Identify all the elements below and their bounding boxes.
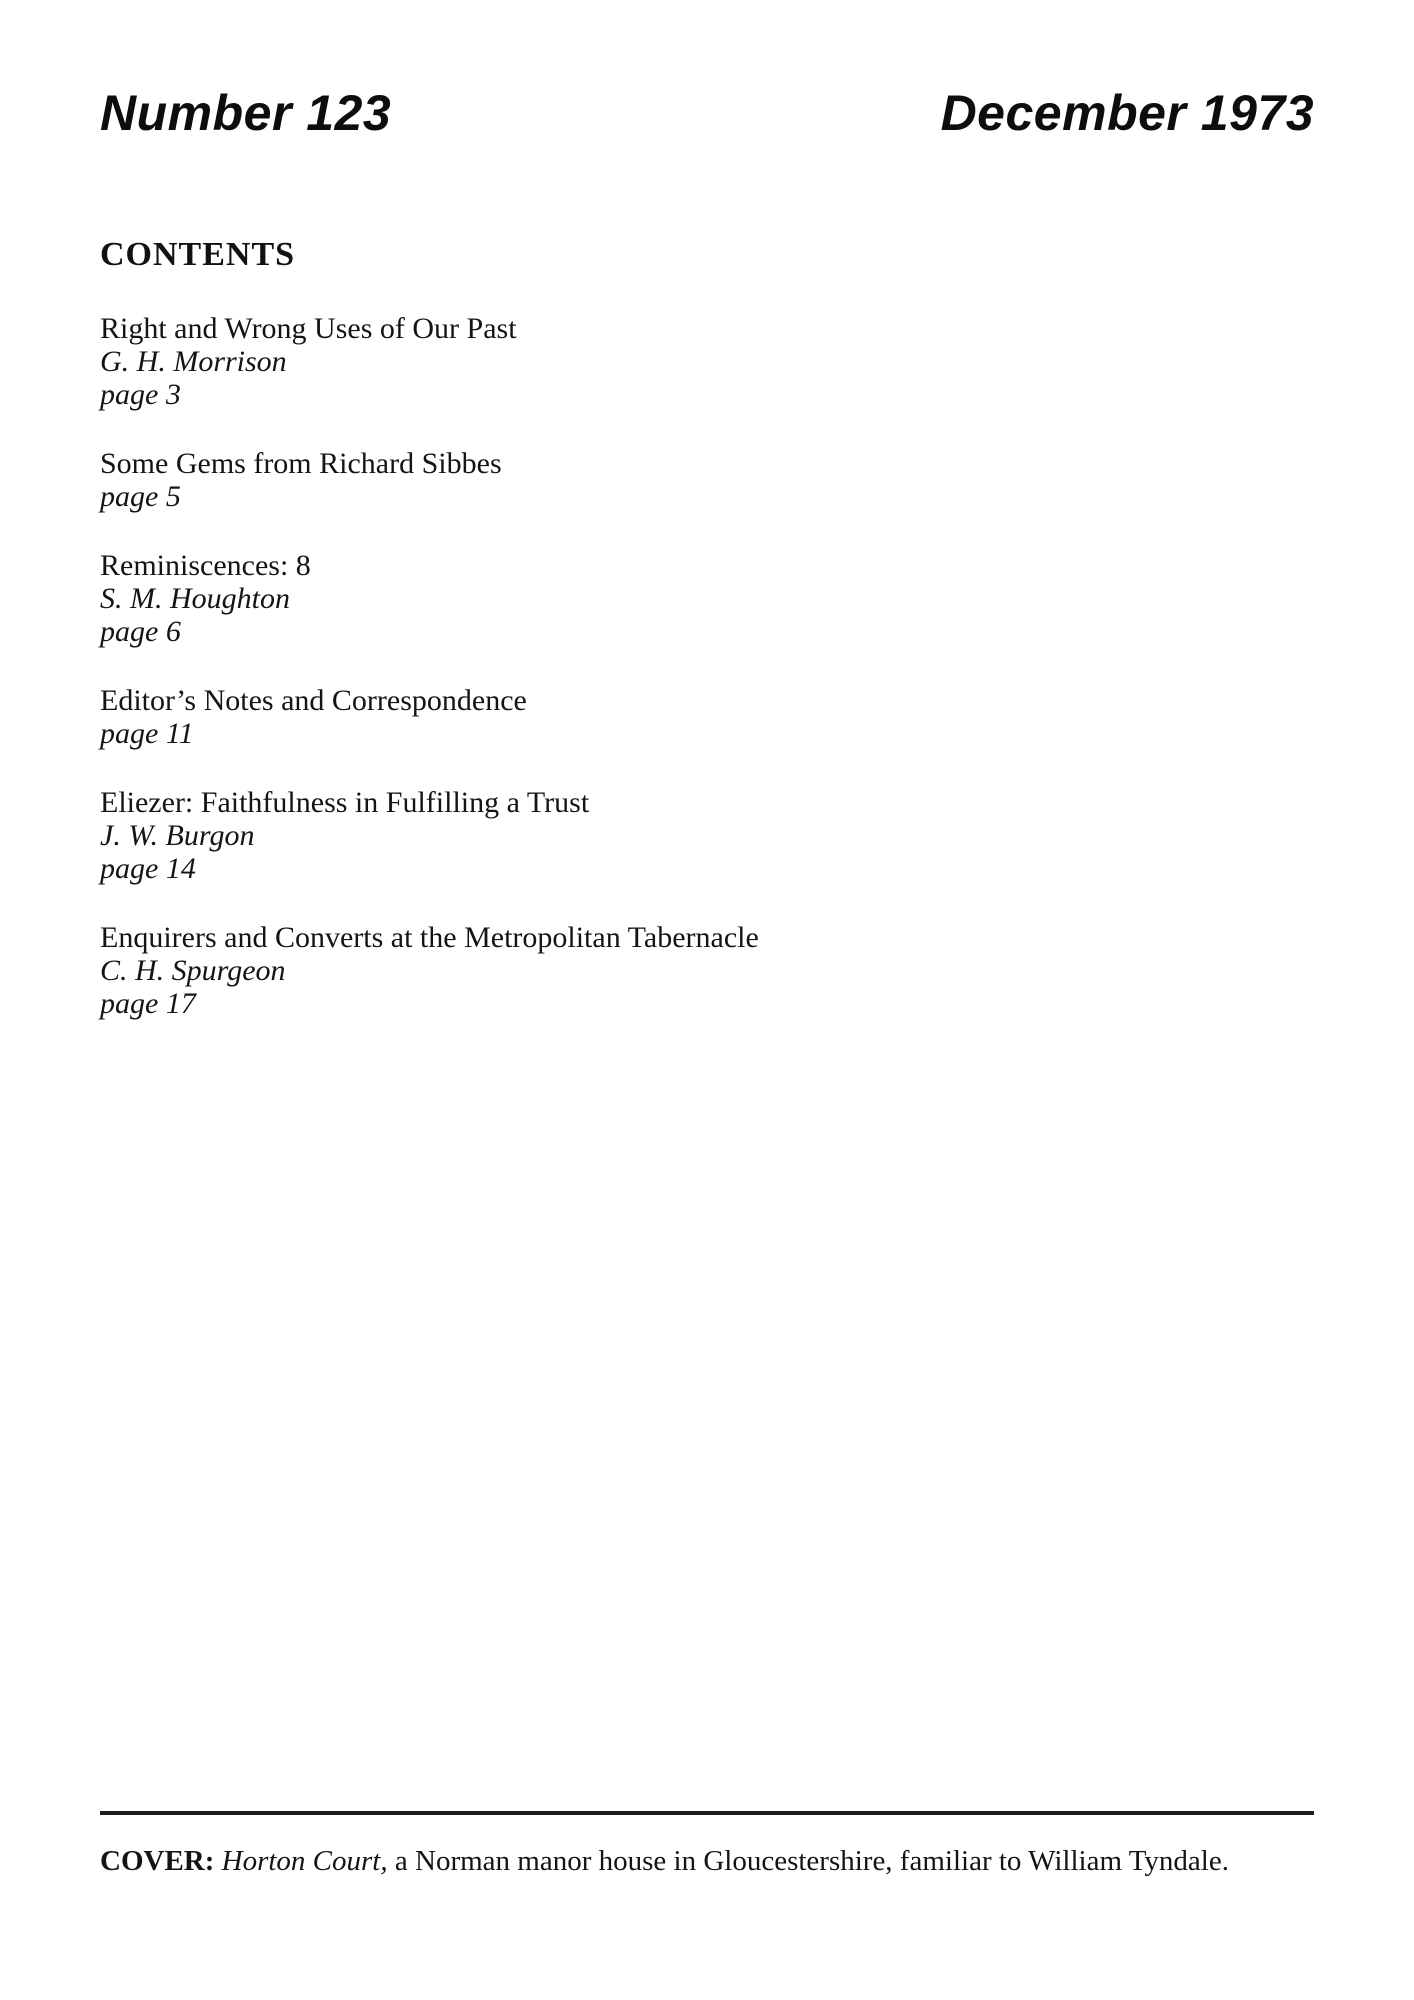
contents-entry — [100, 786, 1314, 885]
contents-entry — [100, 684, 1314, 750]
entry-title: Reminiscences: 8 — [100, 549, 311, 582]
contents-entry — [100, 447, 1314, 513]
entry-author: G. H. Morrison — [100, 345, 287, 378]
entry-author: S. M. Houghton — [100, 582, 290, 615]
issue-number: Number 123 — [100, 85, 392, 141]
footer-divider — [100, 1811, 1314, 1878]
contents-entry — [100, 921, 1314, 1020]
entry-page: page 11 — [100, 717, 194, 750]
cover-label: COVER: — [100, 1845, 215, 1877]
entry-title: Eliezer: Faithfulness in Fulfilling a Trust — [100, 786, 590, 819]
contents-entry — [100, 312, 1314, 411]
contents-entry — [100, 549, 1314, 648]
entry-page: page 3 — [100, 378, 181, 411]
cover-title: Horton Court, — [221, 1845, 388, 1877]
entry-title: Some Gems from Richard Sibbes — [100, 447, 502, 480]
entry-author: C. H. Spurgeon — [100, 954, 286, 987]
entry-title: Enquirers and Converts at the Metropolitan Tabernacle — [100, 921, 759, 954]
issue-date: December 1973 — [940, 85, 1314, 141]
entry-title: Editor’s Notes and Correspondence — [100, 684, 527, 717]
entry-page: page 5 — [100, 480, 181, 513]
masthead — [100, 85, 1314, 141]
cover-caption — [100, 1845, 1314, 1878]
entry-author: J. W. Burgon — [100, 819, 255, 852]
entry-page: page 17 — [100, 987, 196, 1020]
contents-heading: CONTENTS — [100, 236, 296, 273]
contents-list — [100, 312, 1314, 1020]
entry-title: Right and Wrong Uses of Our Past — [100, 312, 517, 345]
entry-page: page 6 — [100, 615, 181, 648]
cover-description: a Norman manor house in Gloucestershire, familiar to William Tyndale. — [394, 1845, 1229, 1877]
entry-page: page 14 — [100, 852, 196, 885]
